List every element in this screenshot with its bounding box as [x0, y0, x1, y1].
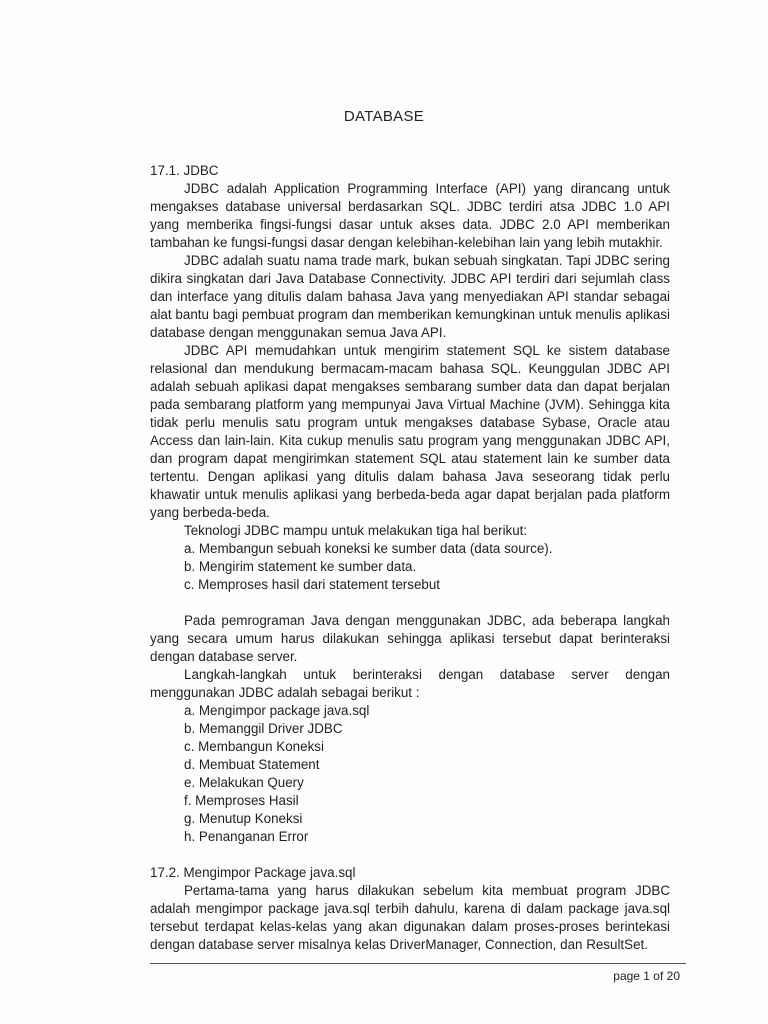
- paragraph: JDBC API memudahkan untuk mengirim statement SQL ke sistem database relasional dan mendukung bermacam-macam bahasa SQL. Keunggulan JDBC API adalah sebuah aplikasi dapat mengakses sembarang sumber data dan dapat berjalan pada sembarang platform yang mempunyai Java Virtual Machine (JVM). Sehingga kita tidak perlu menulis satu program untuk mengakses database Sybase, Oracle atau Access dan lain-lain. Kita cukup menulis satu program yang menggunakan JDBC API, dan program dapat mengirimkan statement SQL atau statement lain ke sumber data tertentu. Dengan aplikasi yang ditulis dalam bahasa Java seseorang tidak perlu khawatir untuk menulis aplikasi yang berbeda-beda agar dapat berjalan pada platform yang berbeda-beda.: [150, 343, 670, 520]
- list-item: a. Membangun sebuah koneksi ke sumber data (data source).: [184, 541, 553, 556]
- list-item: d. Membuat Statement: [184, 757, 320, 772]
- paragraph: JDBC adalah Application Programming Interface (API) yang dirancang untuk mengakses database universal berdasarkan SQL. JDBC terdiri atsa JDBC 1.0 API yang memberika fingsi-fungsi dasar untuk akses data. JDBC 2.0 API memberikan tambahan ke fungsi-fungsi dasar dengan kelebihan-kelebihan lain yang lebih mutakhir.: [150, 181, 670, 250]
- paragraph: Pertama-tama yang harus dilakukan sebelum kita membuat program JDBC adalah mengimpor package java.sql terbih dahulu, karena di dalam package java.sql tersebut terdapat kelas-kelas yang akan digunakan dalam proses-proses berintekasi dengan database server misalnya kelas DriverManager, Connection, dan ResultSet.: [150, 883, 670, 952]
- list-item: c. Membangun Koneksi: [184, 739, 324, 754]
- paragraph: Teknologi JDBC mampu untuk melakukan tiga hal berikut:: [184, 523, 528, 538]
- section-heading-jdbc: 17.1. JDBC: [150, 163, 219, 178]
- section-heading-import: 17.2. Mengimpor Package java.sql: [150, 865, 356, 880]
- list-item: g. Menutup Koneksi: [184, 811, 303, 826]
- list-item: c. Memproses hasil dari statement tersebut: [184, 577, 441, 592]
- capabilities-list: [150, 540, 670, 594]
- list-item: h. Penanganan Error: [184, 829, 309, 844]
- steps-list: [150, 702, 670, 846]
- paragraph: JDBC adalah suatu nama trade mark, bukan sebuah singkatan. Tapi JDBC sering dikira singkatan dari Java Database Connectivity. JDBC API terdiri dari sejumlah class dan interface yang ditulis dalam bahasa Java yang menyediakan API standar sebagai alat bantu bagi pembuat program dan memberikan kemungkinan untuk menulis aplikasi database dengan menggunakan semua Java API.: [150, 253, 670, 340]
- list-item: a. Mengimpor package java.sql: [184, 703, 370, 718]
- page-number: page 1 of 20: [613, 969, 680, 983]
- list-item: b. Memanggil Driver JDBC: [184, 721, 343, 736]
- document-title: DATABASE: [343, 108, 425, 125]
- paragraph: Pada pemrograman Java dengan menggunakan JDBC, ada beberapa langkah yang secara umum harus dilakukan sehingga aplikasi tersebut dapat berinteraksi dengan database server.: [150, 613, 670, 664]
- list-item: b. Mengirim statement ke sumber data.: [184, 559, 417, 574]
- footer-divider: [150, 963, 686, 964]
- document-body: [150, 162, 670, 954]
- list-item: e. Melakukan Query: [184, 775, 304, 790]
- list-item: f. Memproses Hasil: [184, 793, 299, 808]
- paragraph: Langkah-langkah untuk berinteraksi dengan database server dengan menggunakan JDBC adalah sebagai berikut :: [150, 667, 670, 700]
